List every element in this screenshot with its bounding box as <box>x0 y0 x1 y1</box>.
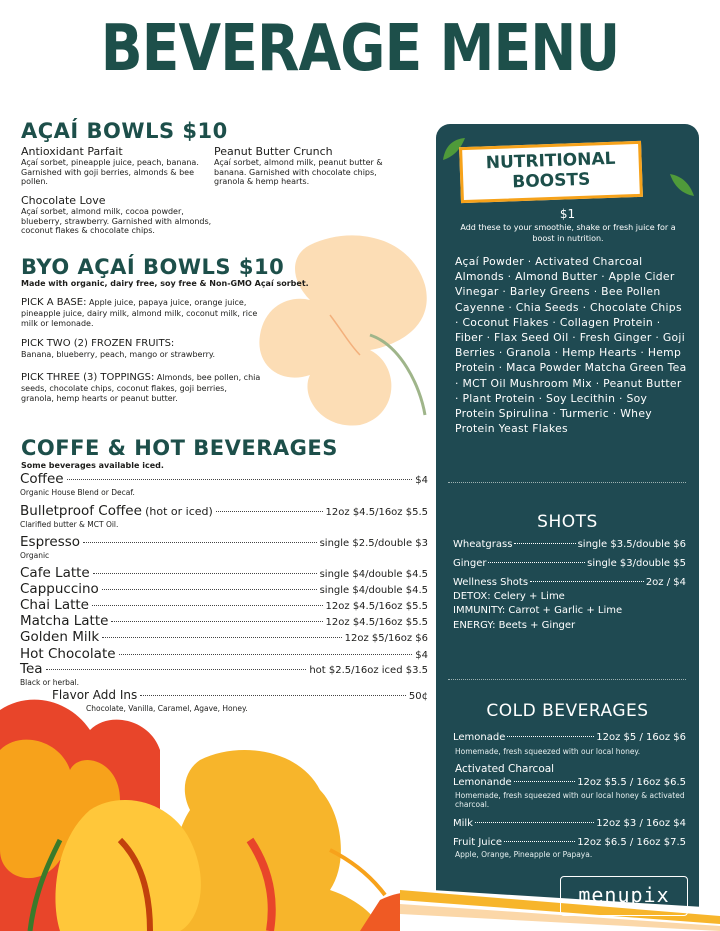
item-price: 12oz $6.5 / 16oz $7.5 <box>577 837 686 848</box>
item-price: single $3/double $5 <box>587 558 686 569</box>
item-name: Wheatgrass <box>453 539 513 550</box>
item-name: Lemonande <box>453 777 512 788</box>
shots-energy: ENERGY: Beets + Ginger <box>453 620 576 631</box>
leaf-decoration-icon <box>668 172 696 198</box>
matcha-latte-row <box>20 613 428 629</box>
byo-base-text: Apple juice, papaya juice, orange juice, pineapple juice, dairy milk, almond milk, coconut milk, rice milk or lemonade. <box>21 298 258 328</box>
cappuccino-row <box>20 581 428 597</box>
byo-fruits-label: PICK TWO (2) FROZEN FRUITS: <box>21 338 175 349</box>
byo-toppings <box>21 372 261 403</box>
item-name: Chai Latte <box>20 597 89 613</box>
item-note: Homemade, fresh squeezed with our local honey & activated charcoal. <box>455 791 685 809</box>
menu-title: BEVERAGE MENU <box>100 12 620 86</box>
byo-toppings-text: Almonds, bee pollen, chia seeds, chocolate chips, coconut flakes, goji berries, granola, hemp hearts or peanut butter. <box>21 373 261 403</box>
item-name: Cafe Latte <box>20 565 90 581</box>
watermark-logo: menupix <box>560 876 688 916</box>
item-name: Tea <box>20 661 43 677</box>
item-note: Black or herbal. <box>20 678 80 687</box>
byo-subtitle: Made with organic, dairy free, soy free & Non-GMO Açaí sorbet. <box>21 279 309 288</box>
item-note: Organic House Blend or Decaf. <box>20 488 135 497</box>
charcoal-name-line1: Activated Charcoal <box>455 763 555 775</box>
boosts-description: Add these to your smoothie, shake or fresh juice for a boost in nutrition. <box>460 223 676 243</box>
byo-base <box>21 297 261 328</box>
item-name: Chocolate Love <box>21 194 106 207</box>
coffee-row <box>20 471 428 487</box>
fruit-juice-row <box>453 837 686 848</box>
milk-row <box>453 818 686 829</box>
byo-fruits <box>21 338 261 360</box>
boosts-heading-line1: NUTRITIONAL <box>485 148 616 174</box>
byo-base-label: PICK A BASE: <box>21 297 87 308</box>
item-name-extra: (hot or iced) <box>145 505 213 518</box>
tea-row <box>20 661 428 677</box>
chai-latte-row <box>20 597 428 613</box>
item-note: Apple, Orange, Pineapple or Papaya. <box>455 850 593 859</box>
item-note: Clarified butter & MCT Oil. <box>20 520 119 529</box>
item-price: 12oz $5.5 / 16oz $6.5 <box>577 777 686 788</box>
item-note: Organic <box>20 551 50 560</box>
item-price: $4 <box>415 650 428 661</box>
item-name: Antioxidant Parfait <box>21 145 123 158</box>
item-name: Coffee <box>20 471 64 487</box>
item-price: 12oz $3 / 16oz $4 <box>596 818 686 829</box>
lemonade-row <box>453 732 686 743</box>
charcoal-lemonade-row <box>453 777 686 788</box>
item-price: $4 <box>415 475 428 486</box>
boosts-heading-line2: BOOSTS <box>512 169 591 193</box>
item-price: 50¢ <box>408 691 428 702</box>
item-price: 12oz $4.5/16oz $5.5 <box>325 601 428 612</box>
item-name: Espresso <box>20 534 81 550</box>
item-name: Cappuccino <box>20 581 99 597</box>
item-price: 12oz $4.5/16oz $5.5 <box>325 617 428 628</box>
acai-bowls-heading: AÇAÍ BOWLS $10 <box>21 119 228 143</box>
item-name: Hot Chocolate <box>20 646 116 662</box>
menu-item <box>21 146 206 187</box>
golden-milk-row <box>20 629 428 645</box>
boosts-panel <box>436 124 699 931</box>
item-name: Bulletproof Coffee <box>20 503 142 519</box>
byo-fruits-text: Banana, blueberry, peach, mango or strawberry. <box>21 350 216 359</box>
menu-item <box>214 146 399 187</box>
boosts-price: $1 <box>559 207 576 221</box>
cafe-latte-row <box>20 565 428 581</box>
item-name: Matcha Latte <box>20 613 109 629</box>
cold-beverages-heading: COLD BEVERAGES <box>486 701 649 721</box>
boosts-banner <box>459 141 643 203</box>
byo-heading: BYO AÇAÍ BOWLS $10 <box>21 255 285 279</box>
item-note: Chocolate, Vanilla, Caramel, Agave, Honey. <box>86 704 248 713</box>
item-name: Wellness Shots <box>453 577 529 588</box>
item-name: Ginger <box>453 558 487 569</box>
ginger-row <box>453 558 686 569</box>
item-name: Milk <box>453 818 473 829</box>
bulletproof-coffee-row <box>20 503 428 519</box>
flavor-add-ins-row <box>52 688 428 702</box>
item-price: 2oz / $4 <box>645 577 686 588</box>
item-name: Peanut Butter Crunch <box>214 145 333 158</box>
coffee-subtitle: Some beverages available iced. <box>21 461 164 470</box>
item-name: Fruit Juice <box>453 837 503 848</box>
item-description: Açaí sorbet, pineapple juice, peach, banana. Garnished with goji berries, almonds & bee pollen. <box>21 158 199 186</box>
espresso-row <box>20 534 428 550</box>
item-price: 12oz $5 / 16oz $6 <box>596 732 686 743</box>
item-price: single $2.5/double $3 <box>319 538 428 549</box>
boosts-list: Açaí Powder · Activated Charcoal Almonds · Almond Butter · Apple Cider Vinegar · Barley Greens · Bee Pollen Cayenne · Chia Seeds · Chocolate Chips · Coconut Flakes · Collagen Protein · Fiber · Flax Seed Oil · Fresh Ginger · Goji Berries · Granola · Hemp Hearts · Hemp Protein · Maca Powder Matcha Green Tea · MCT Oil Mushroom Mix · Peanut Butter · Plant Protein · Soy Lecithin · Soy Protein Spirulina · Turmeric · Whey Protein Yeast Flakes <box>455 255 687 436</box>
item-name: Flavor Add Ins <box>52 688 138 702</box>
shots-detox: DETOX: Celery + Lime <box>453 591 565 602</box>
item-description: Açaí sorbet, almond milk, cocoa powder, blueberry, strawberry. Garnished with almonds, coconut flakes & chocolate chips. <box>21 207 212 235</box>
item-price: single $3.5/double $6 <box>577 539 686 550</box>
divider <box>448 482 686 483</box>
item-description: Açaí sorbet, almond milk, peanut butter & banana. Garnished with chocolate chips, granola & hemp hearts. <box>214 158 383 186</box>
coffee-heading: COFFE & HOT BEVERAGES <box>21 436 338 460</box>
item-price: 12oz $4.5/16oz $5.5 <box>325 507 428 518</box>
shots-immunity: IMMUNITY: Carrot + Garlic + Lime <box>453 605 623 616</box>
byo-toppings-label: PICK THREE (3) TOPPINGS: <box>21 372 155 383</box>
item-price: single $4/double $4.5 <box>319 569 428 580</box>
wellness-shots-row <box>453 577 686 588</box>
item-price: hot $2.5/16oz iced $3.5 <box>309 665 428 676</box>
shots-heading: SHOTS <box>537 512 598 532</box>
divider <box>448 679 686 680</box>
item-name: Lemonade <box>453 732 506 743</box>
orange-poppy-flowers-illustration <box>0 690 440 931</box>
hot-chocolate-row <box>20 646 428 662</box>
wheatgrass-row <box>453 539 686 550</box>
item-name: Golden Milk <box>20 629 100 645</box>
item-note: Homemade, fresh squeezed with our local honey. <box>455 747 641 756</box>
item-price: single $4/double $4.5 <box>319 585 428 596</box>
item-price: 12oz $5/16oz $6 <box>344 633 428 644</box>
menu-item <box>21 195 221 236</box>
